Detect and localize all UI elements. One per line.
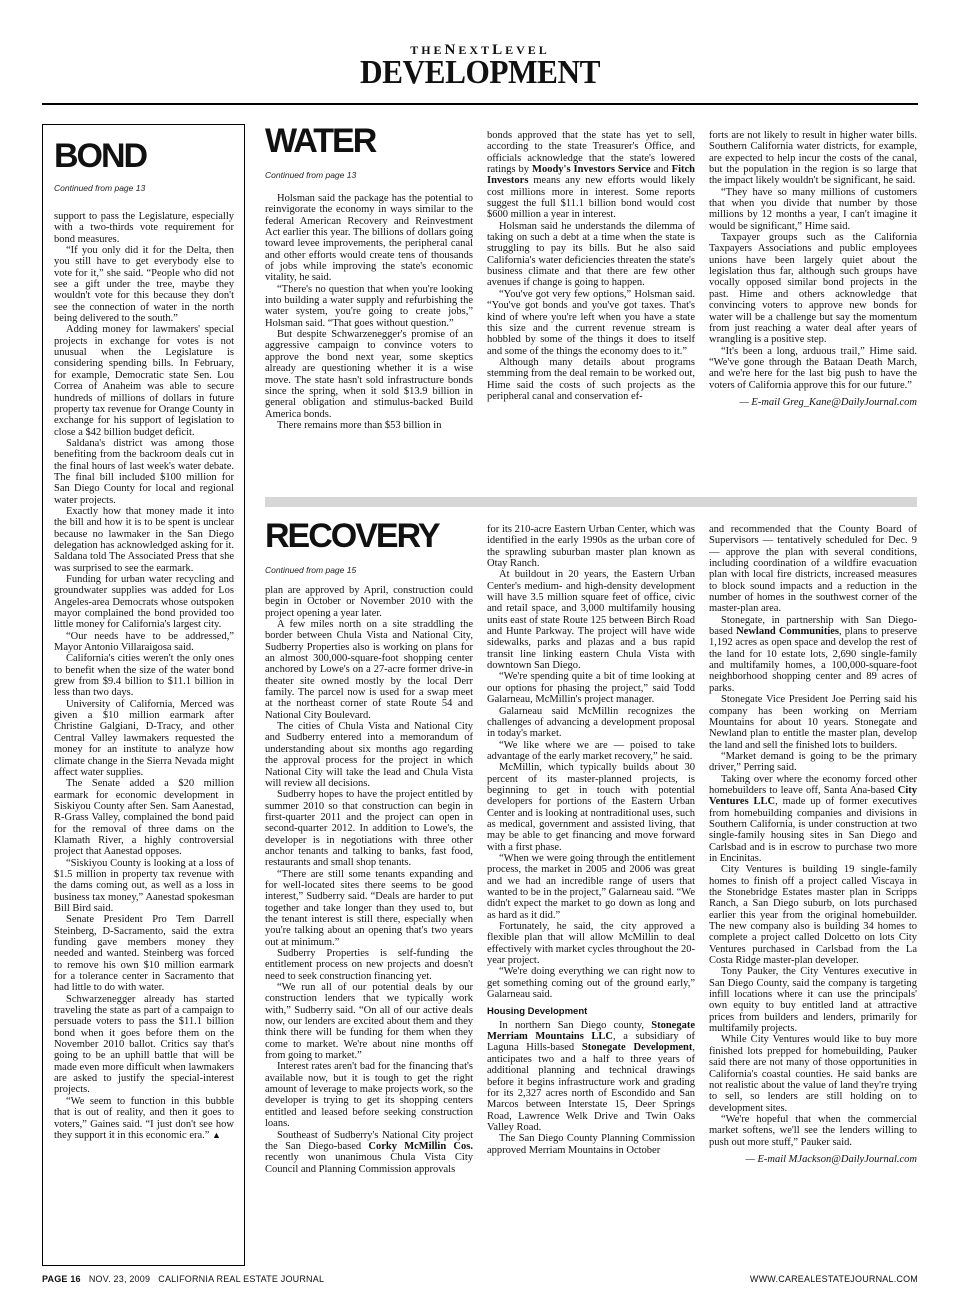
kicker-next-rest: EXT xyxy=(458,43,493,57)
end-mark-icon: ▲ xyxy=(212,1129,221,1140)
water-text: bonds approved that the state has yet to sell, according to the state Treasurer's Office, and officials acknowledge that the state's lowered ratings by xyxy=(487,130,695,176)
recovery-paragraph: “We're hopeful that when the commercial market softens, we'll see the lenders willing to push out more stuff,” Pauker said. xyxy=(709,1113,917,1148)
recovery-paragraph: The San Diego County Planning Commission approved Merriam Mountains in October xyxy=(487,1133,695,1156)
bond-paragraph: Funding for urban water recycling and groundwater supplies was added for Los Angeles-area Democrats whose outspoken mayor complained the bond provided too little money for California's largest city. xyxy=(54,574,234,631)
kicker-the: THE xyxy=(410,43,445,57)
page-number: PAGE 16 xyxy=(42,1274,81,1284)
water-continued-label: Continued from page 13 xyxy=(265,170,357,180)
recovery-signoff: — E-mail MJackson@DailyJournal.com xyxy=(745,1153,917,1165)
water-paragraph: Taxpayer groups such as the California Taxpayers Associations and public employees unions have been largely quiet about the legislation thus far, although such groups have vocally opposed similar bond projects in the past. Hime and others acknowledge that convincing voters to approve new bonds for water will be a challenge but say the momentum from just reaching a water deal after years of wrangling is a positive step. xyxy=(709,232,917,346)
recovery-paragraph xyxy=(265,1130,473,1175)
recovery-paragraph: McMillin, which typically builds about 30 percent of its master-planned projects, is beginning to get in touch with potential developers for portions of the Eastern Urban Center and is looking at nontraditional uses, such as medical, government and assisted living, that may be able to get financing and move forward with a first phase. xyxy=(487,762,695,853)
bond-paragraph: California's cities weren't the only ones to benefit when the size of the water bond grew from $9.4 billion to $11.1 billion in less than two days. xyxy=(54,653,234,699)
recovery-text: recently won unanimous Chula Vista City Council and Planning Commission approvals xyxy=(265,1152,473,1175)
bond-body xyxy=(54,211,234,1256)
bond-paragraph: support to pass the Legislature, especially with a two-thirds vote requirement for bond measures. xyxy=(54,211,234,245)
kicker-level-rest: EVEL xyxy=(505,43,550,57)
recovery-column-2 xyxy=(487,524,695,1270)
recovery-continued-label: Continued from page 15 xyxy=(265,565,357,575)
company-name: Newland Communities xyxy=(736,626,839,638)
recovery-paragraph: “We like where we are — poised to take advantage of the early market recovery,” he said. xyxy=(487,739,695,762)
water-paragraph: Although many details about programs stemming from the deal remain to be worked out, Hime said the costs of such projects as the peripheral canal and conservation ef- xyxy=(487,356,695,402)
recovery-paragraph: Sudberry Properties is self-funding the entitlement process on new projects and doesn't need to seek construction financing yet. xyxy=(265,948,473,982)
recovery-paragraph: Stonegate Vice President Joe Perring said his company has been working on Merriam Mountains for about 10 years. Stonegate and Newland plan to entitle the master plan, develop the land and sell the finished lots to builders. xyxy=(709,694,917,751)
kicker-level-initial: L xyxy=(492,42,506,58)
recovery-paragraph xyxy=(709,774,917,865)
page-footer-right xyxy=(750,1274,918,1284)
recovery-paragraph: A few miles north on a site straddling the border between Chula Vista and National City, Sudberry Properties also is working on plans for an almost 300,000-square-foot shopping center anchored by Lowe's on a 27-acre former drive-in theater site owned mostly by the local Derr family. The parcel now is used for a swap meet at the northeast corner of state Route 54 and National City Boulevard. xyxy=(265,619,473,721)
water-headline: WATER xyxy=(265,122,376,160)
bond-paragraph: Adding money for lawmakers' special projects in exchange for votes is not unusual when the Legislature is considering spending bills. In February, for example, Democratic state Sen. Lou Correa of Anaheim was able to secure hundreds of millions of dollars in future property tax revenue for Orange County in exchange for his support of legislation to close a $42 billion budget deficit. xyxy=(54,324,234,438)
water-paragraph: “They have so many millions of customers that when you divide that number by those millions by 12 months a year, I can't imagine it would be significant,” Hime said. xyxy=(709,186,917,232)
kicker-next-initial: N xyxy=(444,42,459,58)
recovery-column-3 xyxy=(709,524,917,1270)
recovery-paragraph: “We run all of our potential deals by our construction lenders that we typically work with,” Sudberry said. “On all of our active deals now, our lenders are excited about them and they think there will be funding for them when they come to market. We're about nine months off from going to market.” xyxy=(265,982,473,1062)
recovery-text: , made up of former executives from homebuilding companies and divisions in Southern California, is under construction at two single-family housing sites in San Diego and Carlsbad and is in escrow to purchase two more in Encinitas. xyxy=(709,796,917,864)
water-text: means any new efforts would likely cost millions more in interest. Some reports suggest the full $11.1 billion bond would cost $600 million a year in interest. xyxy=(487,175,695,221)
water-column-3 xyxy=(709,130,917,490)
water-paragraph: There remains more than $53 billion in xyxy=(277,419,442,431)
company-name: Corky McMillin Cos. xyxy=(368,1140,473,1152)
recovery-text: In northern San Diego county, xyxy=(499,1019,652,1031)
recovery-paragraph: “When we were going through the entitlement process, the market in 2005 and 2006 was great and we had an incredible range of users that wanted to be in the project,” Galarneau said. “We didn't expect the market to go down as long and as hard as it did.” xyxy=(487,852,695,921)
issue-date: NOV. 23, 2009 xyxy=(88,1274,151,1284)
bond-paragraph: “Our needs have to be addressed,” Mayor Antonio Villaraigosa said. xyxy=(54,630,234,654)
website-url: WWW.CAREALESTATEJOURNAL.COM xyxy=(749,1274,918,1284)
water-paragraph: “It's been a long, arduous trail,” Hime said. “We've gone through the Bataan Death March, and we're here for the last big push to have the voters of California approve this for our future.” xyxy=(709,345,917,391)
water-paragraph: Holsman said the package has the potential to reinvigorate the economy in ways similar to the federal American Recovery and Reinvestment Act earlier this year. The billions of dollars going toward levee improvements, the peripheral canal and other efforts would create tens of thousands of jobs while improving the state's economic vitality, he said. xyxy=(265,193,473,284)
bond-last-paragraph-text: “We seem to function in this bubble that is out of reality, and then it goes to voters,” Gaines said. “I just don't see how they support it in this economic era.” xyxy=(54,1095,234,1141)
page-footer-left xyxy=(42,1274,324,1284)
recovery-paragraph xyxy=(487,1020,695,1133)
recovery-paragraph: Tony Pauker, the City Ventures executive in San Diego County, said the company is targeting infill locations where it can use the principals' own equity to buy entitled land at attractive prices from builders and lenders, primarily for multifamily projects. xyxy=(709,966,917,1035)
recovery-text: , a subsidiary of Laguna Hills-based xyxy=(487,1031,695,1054)
bond-continued-label: Continued from page 13 xyxy=(54,183,146,193)
recovery-text: Stonegate, in partnership with San Diego-based xyxy=(709,614,917,638)
water-signoff: — E-mail Greg_Kane@DailyJournal.com xyxy=(739,396,917,408)
bond-paragraph: The Senate added a $20 million earmark for economic development in Siskiyou County after Sen. Sam Aanestad, R-Grass Valley, complained the bond paid for the removal of three dams on the Klamath River, a highly controversial project that Aanestad opposes. xyxy=(54,778,234,858)
publication-name: CALIFORNIA REAL ESTATE JOURNAL xyxy=(158,1274,325,1284)
recovery-paragraph: City Ventures is building 19 single-family homes to finish off a project called Viscaya in the Stonebridge Estates master plan in Scripps Ranch, a San Diego suburb, on lots purchased earlier this year from the original homebuilder. The new company also is building 34 homes to complete a project called Dolcetto on lots City Ventures purchased in Carlsbad from the La Costa Ridge master-plan developer. xyxy=(709,864,917,967)
masthead xyxy=(0,44,960,90)
water-column-2 xyxy=(487,130,695,485)
company-name: Fitch Investors xyxy=(487,164,695,187)
bond-paragraph: Saldana's district was among those benefiting from the backroom deals cut in the final hours of last week's water debate. The final bill included $100 million for San Diego County for local and regional water projects. xyxy=(54,437,234,506)
bond-story-box xyxy=(42,124,245,1266)
company-name: City Ventures LLC xyxy=(709,784,917,808)
recovery-paragraph: for its 210-acre Eastern Urban Center, which was identified in the early 1990s as the urban core of the sprawling suburban master plan known as Otay Ranch. xyxy=(487,524,695,570)
section-title: DEVELOPMENT xyxy=(359,54,600,91)
company-name: Stonegate Development xyxy=(581,1042,693,1054)
recovery-text: , anticipates two and a half to three years of additional planning and technical drawings before it begins infrastructure work and grading for its 2,327 acres north of Escondido and San Marcos between Interstate 15, Deer Springs Road, Lawrence Welk Drive and Twin Oaks Valley Road. xyxy=(487,1042,695,1133)
bond-paragraph: “Siskiyou County is looking at a loss of $1.5 million in property tax revenue with the dams coming out, as well as a loss in business tax money,” Aanestad spokesman Bill Bird said. xyxy=(54,857,234,914)
water-paragraph: But despite Schwarzenegger's promise of an aggressive campaign to convince voters to approve the bond next year, some skeptics already are questioning whether it is a wise move. The state hasn't sold infrastructure bonds since the spring, when it sold $13.9 billion in general obligation and stimulus-backed Build America bonds. xyxy=(265,329,473,420)
recovery-paragraph: The cities of Chula Vista and National City and Sudberry entered into a memorandum of understanding about six months ago regarding the approval process for the project in which National City will take the lead and Chula Vista will review all decisions. xyxy=(265,721,473,789)
water-column-1 xyxy=(265,193,473,485)
story-divider xyxy=(265,497,917,507)
recovery-paragraph: plan are approved by April, construction could begin in October or November 2010 with the project opening a year later. xyxy=(265,585,473,619)
bond-headline: BOND xyxy=(54,137,147,175)
bond-paragraph: Senate President Pro Tem Darrell Steinberg, D-Sacramento, said the extra funding gave members money they needed and wanted. Steinberg was forced to remove his own $10 million earmark for a tolerance center in Sacramento that had little to do with water. xyxy=(54,914,234,994)
water-paragraph xyxy=(487,130,695,221)
recovery-paragraph: “We're spending quite a bit of time looking at our options for phasing the project,” said Todd Galarneau, McMillin's project manager. xyxy=(487,671,695,706)
housing-development-subhead: Housing Development xyxy=(487,1006,588,1018)
recovery-headline: RECOVERY xyxy=(265,517,439,555)
company-name: Stonegate Merriam Mountains LLC xyxy=(487,1019,695,1043)
water-paragraph: “You've got very few options,” Holsman said. “You've got bonds and you've got taxes. That's kind of where you're left when you have a state this size and the current revenue stream is hobbled by some of the things it does to itself and some of the things the economy does to it.” xyxy=(487,288,695,357)
water-paragraph: Holsman said he understands the dilemma of taking on such a debt at a time when the state is struggling to pay its bills. But he also said California's water deficiencies threaten the state's business climate and that there are few other avenues if change is going to happen. xyxy=(487,220,695,289)
recovery-text: , plans to preserve 1,192 acres as open space and develop the rest of the land for 10 estate lots, 2,690 single-family and multifamily homes, a 100,000-square-foot neighborhood shopping center and 89 acres of parks. xyxy=(709,626,917,694)
bond-paragraph xyxy=(54,1096,234,1141)
bond-paragraph: “If you only did it for the Delta, then you still have to get everybody else to vote for it,” she said. “People who did not see a gift under the tree, maybe they wouldn't vote for this because they don't see the connection of water in the north being delivered to the south.” xyxy=(54,245,234,325)
company-name: Moody's Investors Service xyxy=(532,164,651,176)
recovery-paragraph: and recommended that the County Board of Supervisors — tentatively scheduled for Dec. 9 — approve the plan with several conditions, including coordination of a wildfire evacuation plan with local fire districts, increased measures to block sound impacts and a reduction in the number of homes in the southwest corner of the master-plan area. xyxy=(709,524,917,615)
bond-paragraph: University of California, Merced was given a $10 million earmark after Christine Galgiani, D-Tracy, and other Central Valley lawmakers requested the money for an institute to analyze how climate change in the Sierra Nevada might affect water supplies. xyxy=(54,698,234,778)
recovery-text: Southeast of Sudberry's National City project the San Diego-based xyxy=(265,1129,473,1152)
water-text: and xyxy=(650,164,672,176)
recovery-text: Taking over where the economy forced other homebuilders to leave off, Santa Ana-based xyxy=(709,773,917,796)
recovery-column-1 xyxy=(265,585,473,1270)
masthead-rule xyxy=(42,103,918,105)
bond-paragraph: Exactly how that money made it into the bill and how it is to be spent is unclear because no lawmaker in the San Diego delegation has acknowledged asking for it. Saldana told The Associated Press that she was surprised to see the earmark. xyxy=(54,505,234,574)
recovery-paragraph: Fortunately, he said, the city approved a flexible plan that will allow McMillin to deal effectively with market cycles throughout the 20-year project. xyxy=(487,921,695,967)
recovery-paragraph xyxy=(709,615,917,694)
recovery-paragraph: “There are still some tenants expanding and for well-located sites there seems to be good interest,” Sudberry said. “Deals are harder to put together and take longer than they used to, but the tenant interest is still there, especially when you're talking about an opening that's two years out at minimum.” xyxy=(265,868,473,948)
recovery-paragraph: Interest rates aren't bad for the financing that's available now, but it is tough to get the right amount of leverage to make projects work, so the developer is trying to get its shopping centers entitled and leased before seeking construction loans. xyxy=(265,1061,473,1130)
bond-paragraph: Schwarzenegger already has started traveling the state as part of a campaign to persuade voters to pass the $11.1 billion bond when it goes before them on the November 2010 ballot. Critics say that's going to be an uphill battle that will be made even more difficult when lawmakers are asked to justify the special-interest projects. xyxy=(54,993,234,1096)
water-paragraph: forts are not likely to result in higher water bills. Southern California water districts, for example, are expected to help incur the costs of the canal, but the population in the region is so large that the impact likely wouldn't be significant, he said. xyxy=(709,130,917,187)
recovery-paragraph: Galarneau said McMillin recognizes the challenges of advancing a development proposal in today's market. xyxy=(487,705,695,740)
recovery-paragraph: “Market demand is going to be the primary driver,” Perring said. xyxy=(709,750,917,774)
water-paragraph: “There's no question that when you're looking into building a water supply and refurbishing the water system, you're going to create jobs,” Holsman said. “That goes without question.” xyxy=(265,283,473,329)
recovery-paragraph: Sudberry hopes to have the project entitled by summer 2010 so that construction can begin in first-quarter 2011 and the project can open in second-quarter 2012. In addition to Lowe's, the developer is in negotiations with three other anchor tenants and talking to banks, fast food, restaurants and small shop tenants. xyxy=(265,789,473,869)
recovery-paragraph: “We're doing everything we can right now to get something coming out of the ground early,” Galarneau said. xyxy=(487,966,695,1001)
recovery-paragraph: While City Ventures would like to buy more finished lots prepped for homebuilding, Pauker said there are not many of those opportunities in California's coastal counties. He said banks are not realistic about the value of land they're trying to sell, so lenders are still holding on to development sites. xyxy=(709,1034,917,1114)
recovery-paragraph: At buildout in 20 years, the Eastern Urban Center's medium- and high-density development will have 3.5 million square feet of office, civic and retail space, and 3,000 multifamily housing units east of state Route 125 between Birch Road and Hunte Parkway. The project will have wide sidewalks, parks and plazas and a bus rapid transit line linking eastern Chula Vista with downtown San Diego. xyxy=(487,569,695,672)
